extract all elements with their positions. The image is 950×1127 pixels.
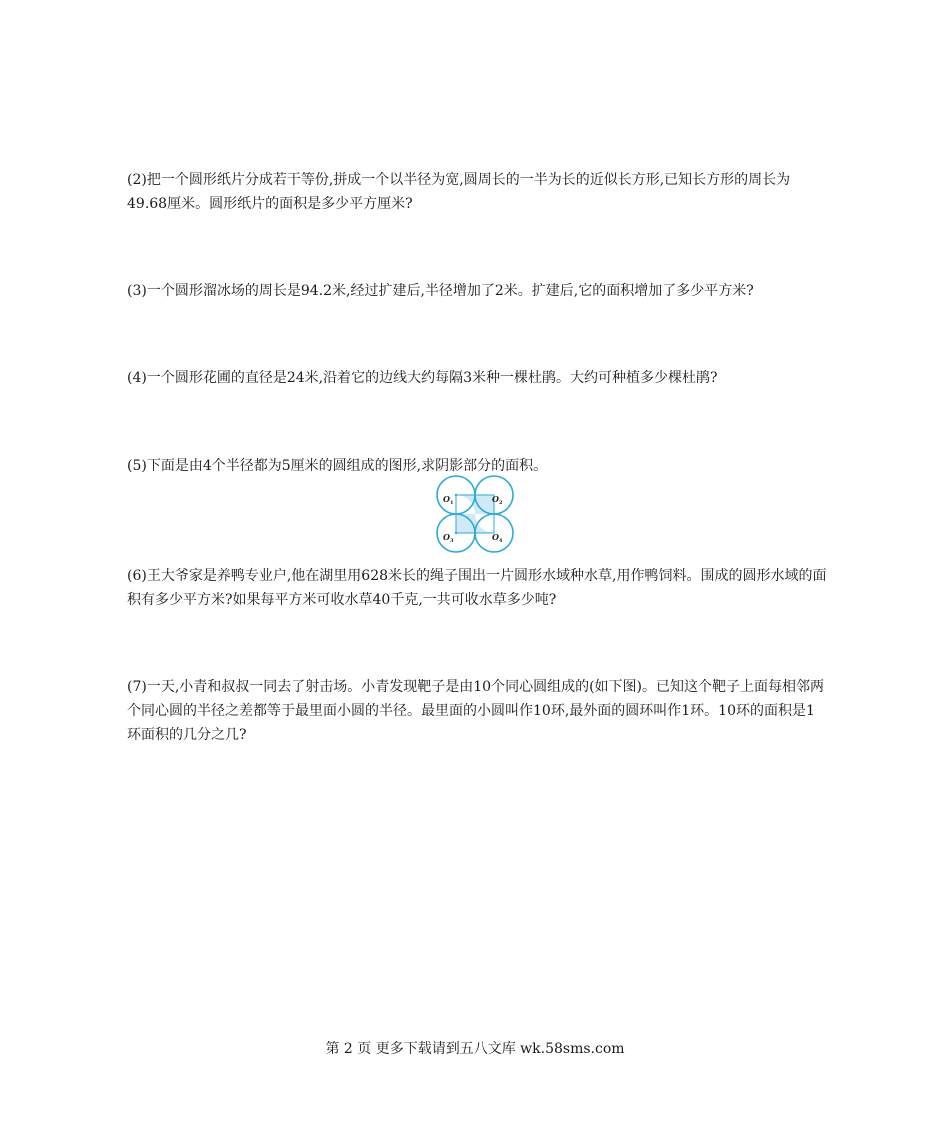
label-o3: $O_3$ bbox=[443, 532, 454, 544]
question-4: (4)一个圆形花圃的直径是24米,沿着它的边线大约每隔3米种一棵杜鹃。大约可种植多少棵杜鹃? bbox=[127, 370, 718, 386]
four-circles-figure bbox=[434, 475, 516, 553]
label-o4: $O_4$ bbox=[492, 532, 503, 544]
label-o1: $O_1$ bbox=[443, 494, 454, 506]
question-5: (5)下面是由4个半径都为5厘米的圆组成的图形,求阴影部分的面积。 bbox=[127, 458, 548, 474]
question-3: (3)一个圆形溜冰场的周长是94.2米,经过扩建后,半径增加了2米。扩建后,它的面积增加了多少平方米? bbox=[127, 283, 754, 299]
center-dot-1 bbox=[455, 494, 457, 496]
question-6: (6)王大爷家是养鸭专业户,他在湖里用628米长的绳子围出一片圆形水域种水草,用作鸭饲料。围成的圆形水域的面积有多少平方米?如果每平方米可收水草40千克,一共可收水草多少吨? bbox=[127, 568, 827, 608]
center-dot-3 bbox=[455, 532, 457, 534]
question-7: (7)一天,小青和叔叔一同去了射击场。小青发现靶子是由10个同心圆组成的(如下图)。已知这个靶子上面每相邻两个同心圆的半径之差都等于最里面小圆的半径。最里面的小圆叫作10环,最外面的圆环叫作1环。10环的面积是1环面积的几分之几? bbox=[127, 679, 825, 743]
label-o2: $O_2$ bbox=[492, 494, 503, 506]
page-footer: 第 2 页 更多下载请到五八文库 wk.58sms.com bbox=[325, 1041, 625, 1057]
question-2: (2)把一个圆形纸片分成若干等份,拼成一个以半径为宽,圆周长的一半为长的近似长方形,已知长方形的周长为49.68厘米。圆形纸片的面积是多少平方厘米? bbox=[127, 172, 791, 212]
